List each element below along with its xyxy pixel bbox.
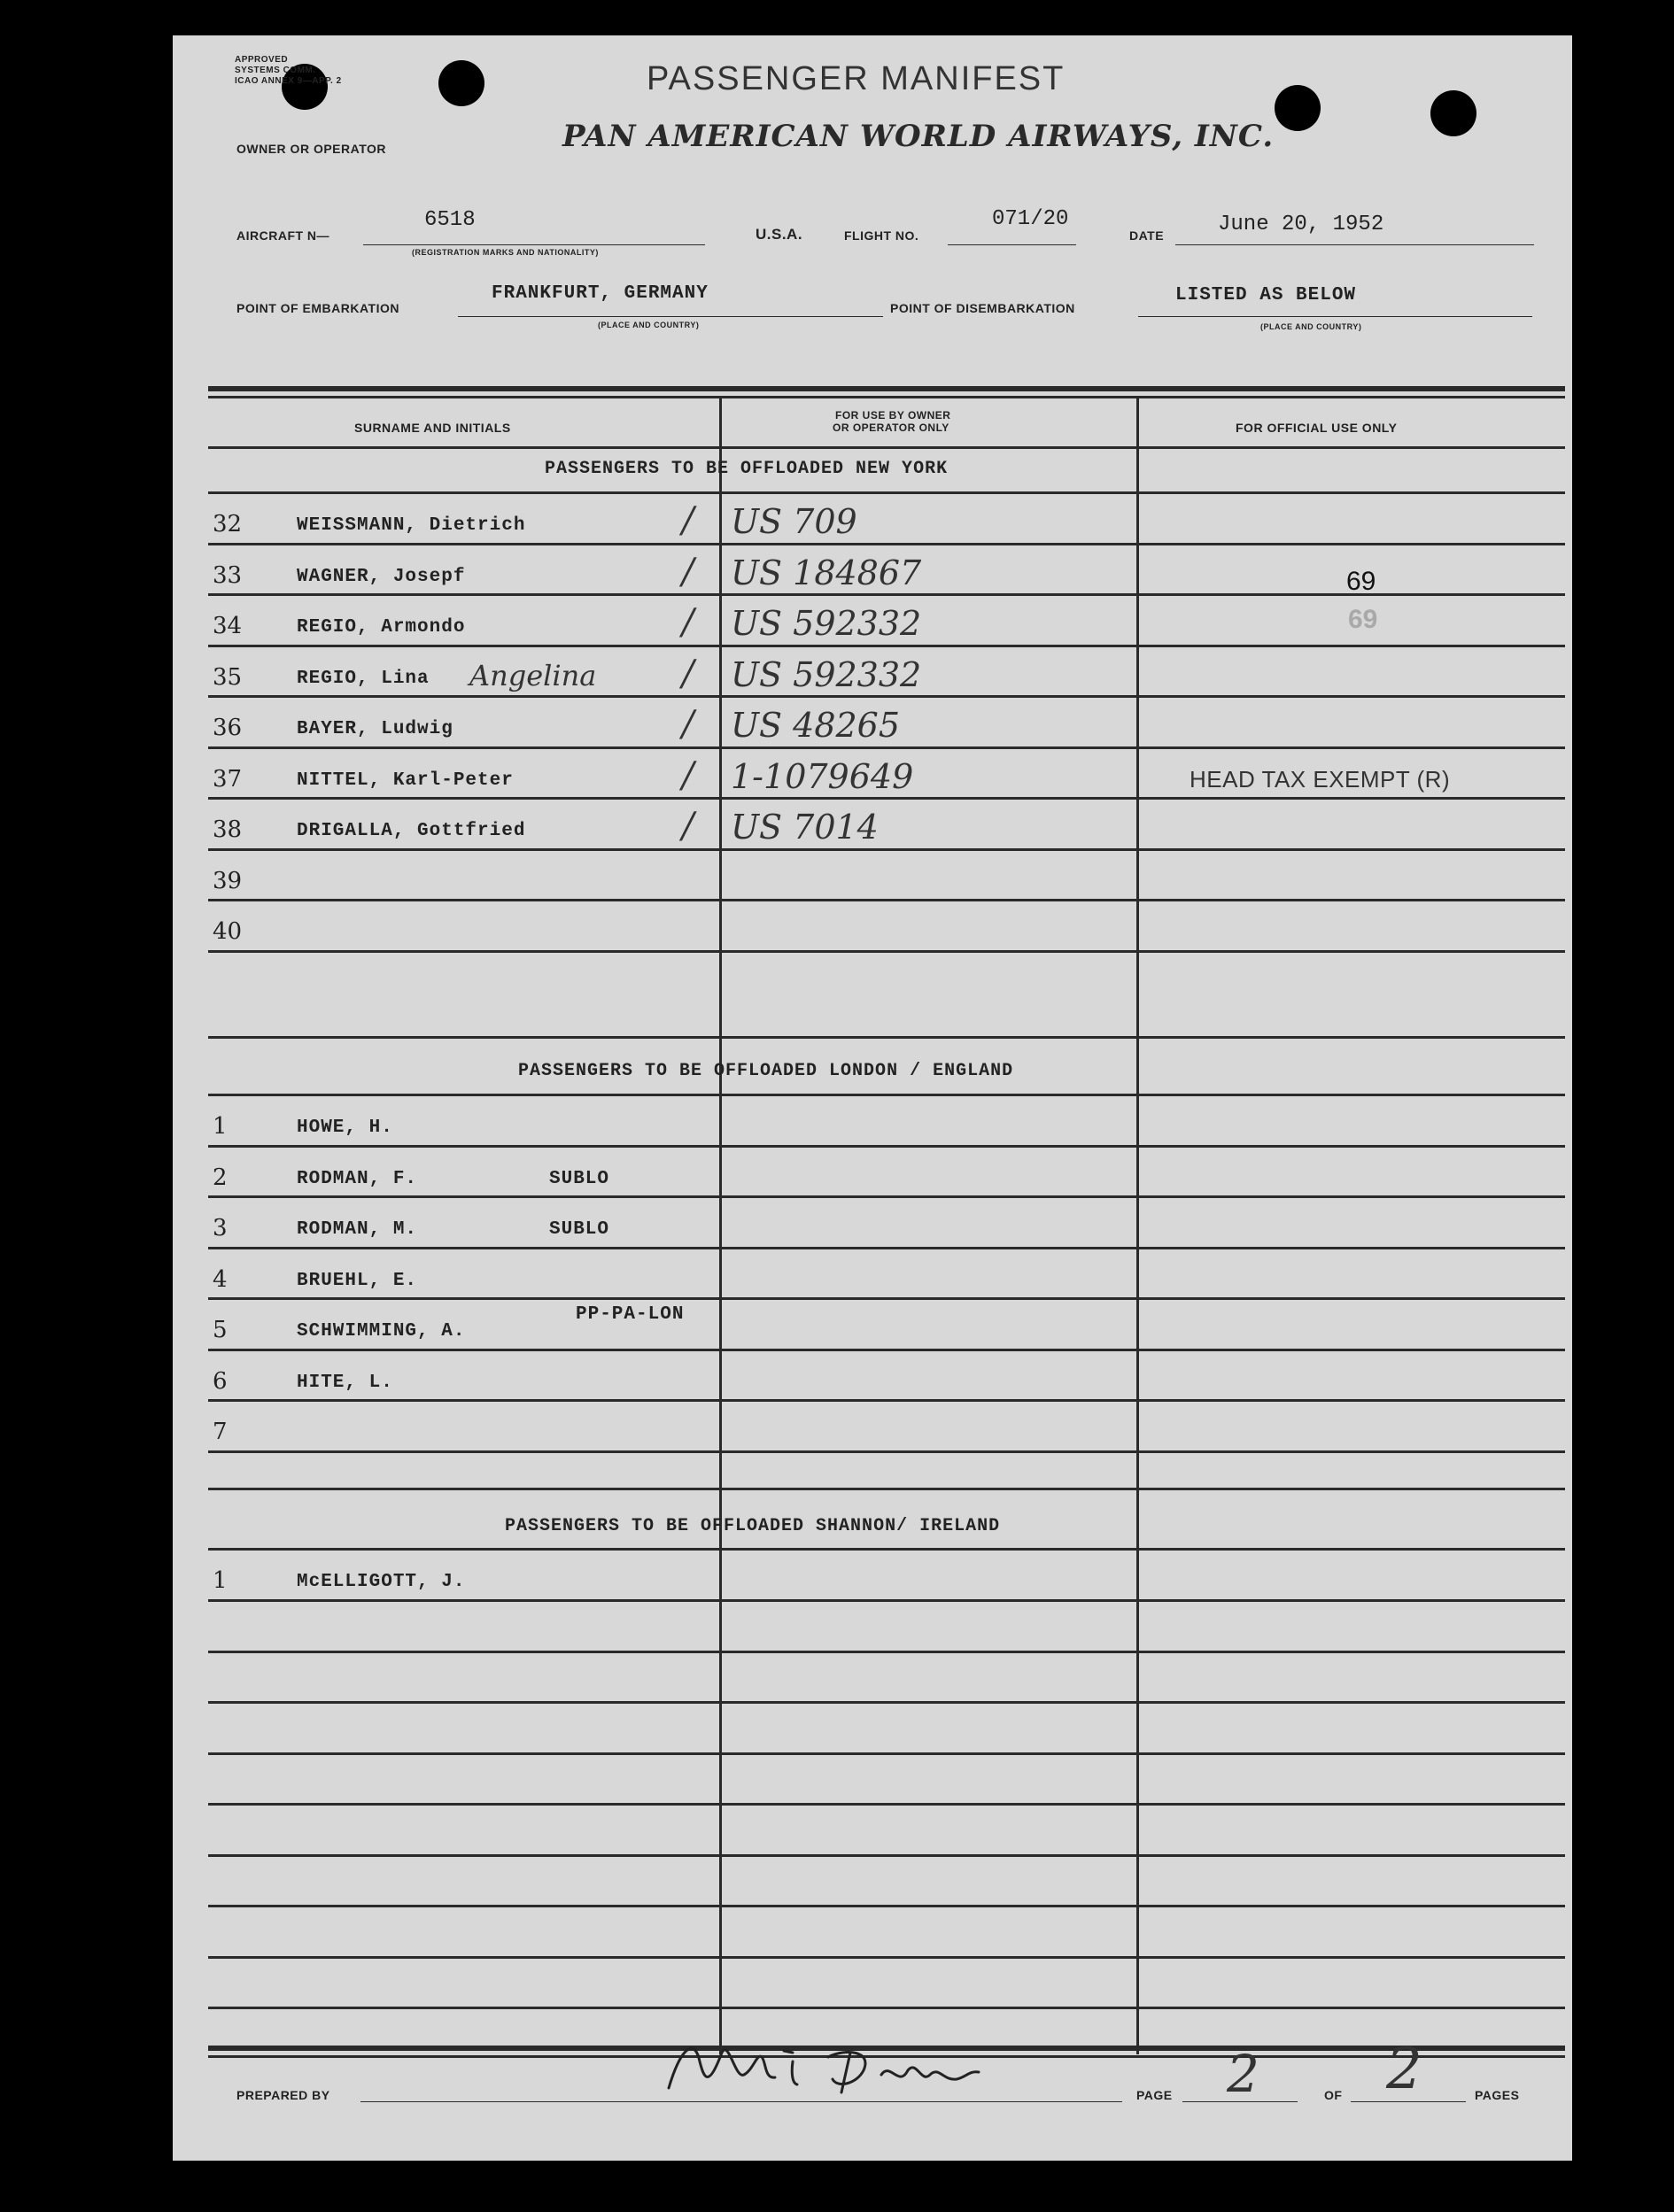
- of-label: OF: [1324, 2088, 1343, 2102]
- col-header-owner-2: OR OPERATOR ONLY: [833, 422, 949, 434]
- document-number: US 7014: [731, 808, 879, 847]
- passenger-name: SCHWIMMING, A.: [297, 1321, 466, 1342]
- row-number: 5: [213, 1317, 228, 1343]
- section-header-shannon: PASSENGERS TO BE OFFLOADED SHANNON/ IRELAND: [505, 1516, 1001, 1536]
- head-tax-stamp: HEAD TAX EXEMPT (R): [1190, 766, 1451, 793]
- flight-label: FLIGHT NO.: [844, 228, 919, 243]
- row-number: 35: [213, 663, 243, 691]
- row-number: 6: [213, 1367, 228, 1395]
- flight-value: 071/20: [992, 207, 1069, 231]
- aircraft-label: AIRCRAFT N—: [236, 228, 330, 243]
- row-number: 2: [213, 1164, 228, 1191]
- page-title: PASSENGER MANIFEST: [647, 60, 1066, 97]
- row-number: 33: [213, 561, 243, 589]
- approval-line-2: SYSTEMS COMM.: [235, 66, 316, 75]
- row-number: 39: [213, 867, 243, 894]
- row-number: 7: [213, 1419, 228, 1445]
- aircraft-sub: (REGISTRATION MARKS AND NATIONALITY): [412, 248, 599, 257]
- embark-sub: (PLACE AND COUNTRY): [598, 321, 700, 329]
- nationality: U.S.A.: [756, 226, 803, 243]
- document-number: 1-1079649: [731, 756, 914, 796]
- col-header-owner-1: FOR USE BY OWNER: [835, 409, 951, 422]
- punch-hole: [1275, 85, 1321, 131]
- passenger-note: PP-PA-LON: [576, 1304, 685, 1325]
- punch-hole: [1430, 90, 1476, 136]
- row-number: 37: [213, 765, 243, 793]
- passenger-name: HITE, L.: [297, 1372, 393, 1393]
- official-count-2: 69: [1348, 605, 1378, 634]
- row-number: 38: [213, 816, 243, 843]
- check-mark: /: [682, 704, 694, 745]
- passenger-name: HOWE, H.: [297, 1118, 393, 1138]
- row-number: 1: [213, 1567, 228, 1594]
- passenger-name: RODMAN, M.: [297, 1219, 418, 1240]
- row-number: 32: [213, 511, 243, 538]
- passenger-note: SUBLO: [549, 1168, 610, 1189]
- check-mark: /: [682, 806, 694, 847]
- section-header-london: PASSENGERS TO BE OFFLOADED LONDON / ENGLAND: [518, 1061, 1014, 1081]
- passenger-name: REGIO, Armondo: [297, 617, 466, 638]
- document-number: US 592332: [731, 604, 922, 643]
- passenger-name: BRUEHL, E.: [297, 1270, 418, 1291]
- passenger-name: WEISSMANN, Dietrich: [297, 515, 526, 536]
- pages-value: 2: [1386, 2037, 1422, 2102]
- page-label: PAGE: [1136, 2088, 1173, 2102]
- check-mark: /: [682, 602, 694, 643]
- check-mark: /: [682, 653, 694, 694]
- passenger-name: McELLIGOTT, J.: [297, 1572, 466, 1592]
- document-number: US 184867: [731, 553, 922, 592]
- pages-label: PAGES: [1475, 2088, 1520, 2102]
- passenger-name: DRIGALLA, Gottfried: [297, 821, 526, 841]
- passenger-name: REGIO, Lina: [297, 668, 430, 689]
- row-number: 34: [213, 613, 243, 639]
- col-header-name: SURNAME AND INITIALS: [354, 421, 511, 435]
- date-label: DATE: [1129, 228, 1165, 243]
- check-mark: /: [682, 551, 694, 592]
- document-number: US 709: [731, 502, 857, 541]
- embark-label: POINT OF EMBARKATION: [236, 301, 399, 315]
- embark-value: FRANKFURT, GERMANY: [492, 283, 709, 304]
- document-number: US 48265: [731, 706, 901, 745]
- passenger-note: SUBLO: [549, 1219, 610, 1240]
- operator-name: PAN AMERICAN WORLD AIRWAYS, INC.: [562, 119, 1275, 154]
- disembark-value: LISTED AS BELOW: [1175, 285, 1357, 306]
- check-mark: /: [682, 754, 694, 796]
- owner-label: OWNER OR OPERATOR: [236, 142, 386, 156]
- passenger-name: RODMAN, F.: [297, 1168, 418, 1189]
- official-count-1: 69: [1346, 567, 1376, 596]
- row-number: 1: [213, 1113, 228, 1140]
- page-value: 2: [1227, 2044, 1259, 2104]
- handwritten-name: Angelina: [469, 658, 597, 692]
- approval-line-3: ICAO ANNEX 9—APP. 2: [235, 76, 342, 86]
- check-mark: /: [682, 500, 694, 541]
- passenger-name: WAGNER, Josepf: [297, 566, 466, 587]
- date-value: June 20, 1952: [1218, 213, 1384, 236]
- passenger-name: BAYER, Ludwig: [297, 719, 453, 739]
- row-number: 40: [213, 918, 243, 945]
- section-header-new-york: PASSENGERS TO BE OFFLOADED NEW YORK: [545, 459, 949, 479]
- row-number: 4: [213, 1265, 228, 1293]
- document-number: US 592332: [731, 654, 922, 694]
- disembark-sub: (PLACE AND COUNTRY): [1260, 322, 1362, 331]
- preparer-signature: [660, 2026, 1032, 2106]
- col-header-official: FOR OFFICIAL USE ONLY: [1236, 421, 1398, 435]
- disembark-label: POINT OF DISEMBARKATION: [890, 301, 1075, 315]
- passenger-name: NITTEL, Karl-Peter: [297, 770, 514, 791]
- manifest-sheet: [173, 35, 1572, 2161]
- approval-line-1: APPROVED: [235, 55, 289, 65]
- punch-hole: [438, 60, 484, 106]
- row-number: 36: [213, 715, 243, 741]
- prepared-label: PREPARED BY: [236, 2088, 330, 2102]
- aircraft-value: 6518: [424, 208, 476, 232]
- row-number: 3: [213, 1215, 228, 1241]
